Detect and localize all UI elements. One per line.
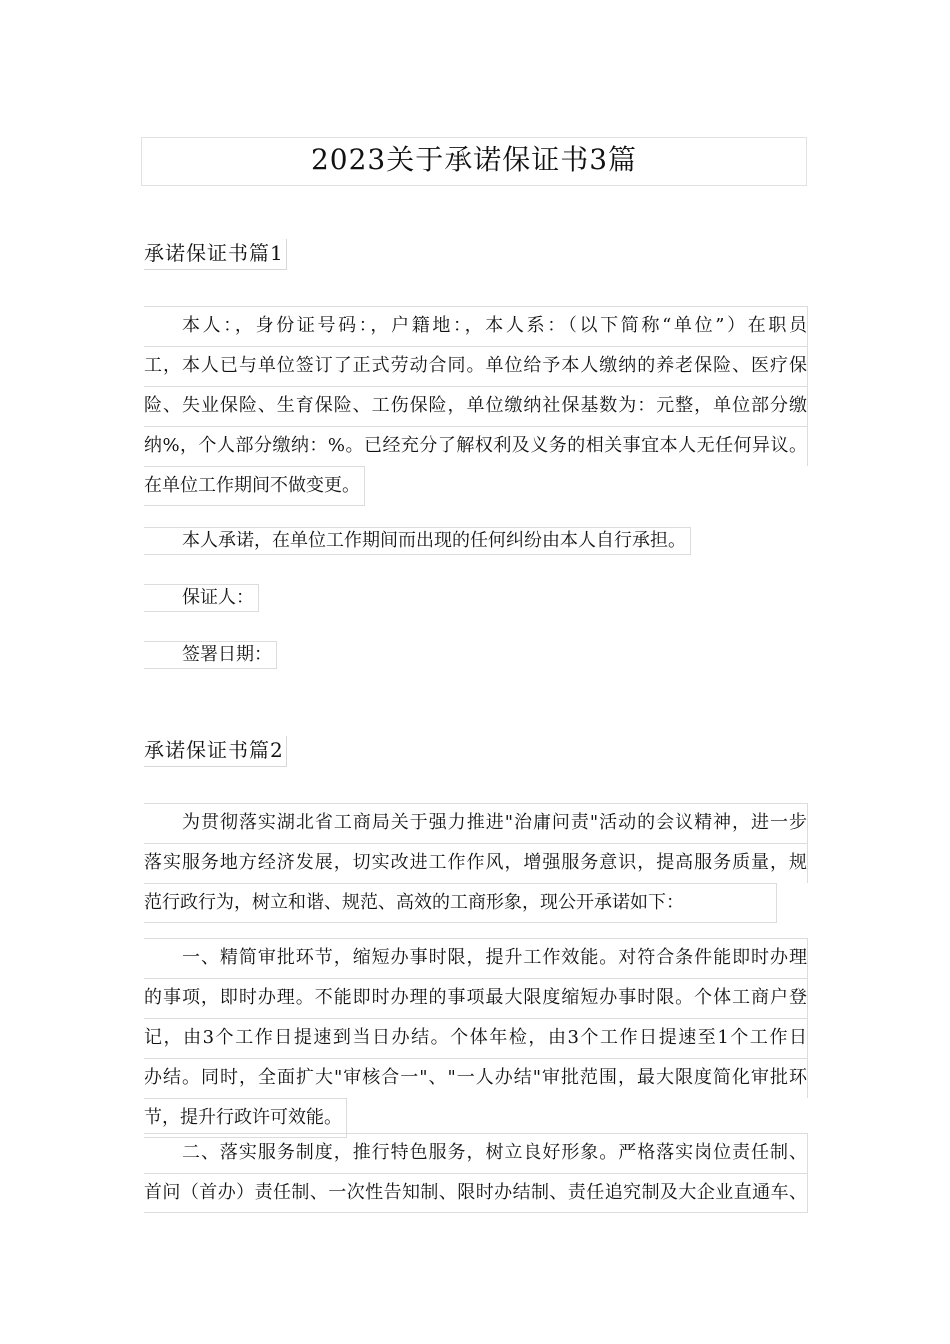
section-heading-1: 承诺保证书篇1 bbox=[144, 239, 287, 270]
section-heading-2: 承诺保证书篇2 bbox=[144, 736, 287, 767]
paragraph-line: 办结。同时，全面扩大"审核合一"、"一人办结"审批范围，最大限度简化审批环 bbox=[144, 1058, 808, 1098]
section2-paragraph-1 bbox=[144, 803, 808, 928]
paragraph-line: 的事项，即时办理。不能即时办理的事项最大限度缩短办事时限。个体工商户登 bbox=[144, 978, 808, 1018]
paragraph-line: 险、失业保险、生育保险、工伤保险，单位缴纳社保基数为：元整，单位部分缴 bbox=[144, 386, 808, 426]
paragraph-line: 纳%，个人部分缴纳：%。已经充分了解权利及义务的相关事宜本人无任何异议。 bbox=[144, 426, 808, 466]
paragraph-line: 一、精简审批环节，缩短办事时限，提升工作效能。对符合条件能即时办理 bbox=[144, 938, 808, 978]
section2-paragraph-3 bbox=[144, 1133, 808, 1213]
paragraph-line: 工，本人已与单位签订了正式劳动合同。单位给予本人缴纳的养老保险、医疗保 bbox=[144, 346, 808, 386]
paragraph-line: 二、落实服务制度，推行特色服务，树立良好形象。严格落实岗位责任制、 bbox=[144, 1133, 808, 1173]
paragraph-line: 节，提升行政许可效能。 bbox=[144, 1098, 347, 1138]
paragraph-line: 本人：，身份证号码：，户籍地：，本人系：（以下简称“单位”）在职员 bbox=[144, 306, 808, 346]
paragraph-line: 为贯彻落实湖北省工商局关于强力推进"治庸问责"活动的会议精神，进一步 bbox=[144, 803, 808, 843]
paragraph-line: 在单位工作期间不做变更。 bbox=[144, 466, 365, 506]
section1-paragraph-1 bbox=[144, 306, 808, 511]
section2-paragraph-2 bbox=[144, 938, 808, 1143]
paragraph-line: 落实服务地方经济发展，切实改进工作作风，增强服务意识，提高服务质量，规 bbox=[144, 843, 808, 883]
guarantor-label: 保证人： bbox=[144, 584, 259, 612]
section1-paragraph-2: 本人承诺，在单位工作期间而出现的任何纠纷由本人自行承担。 bbox=[144, 527, 691, 555]
paragraph-line: 范行政行为，树立和谐、规范、高效的工商形象，现公开承诺如下： bbox=[144, 883, 777, 923]
paragraph-line: 首问（首办）责任制、一次性告知制、限时办结制、责任追究制及大企业直通车、 bbox=[144, 1173, 808, 1213]
paragraph-line: 记，由3个工作日提速到当日办结。个体年检，由3个工作日提速至1个工作日 bbox=[144, 1018, 808, 1058]
sign-date-label: 签署日期： bbox=[144, 641, 277, 669]
document-title: 2023关于承诺保证书3篇 bbox=[141, 137, 807, 186]
